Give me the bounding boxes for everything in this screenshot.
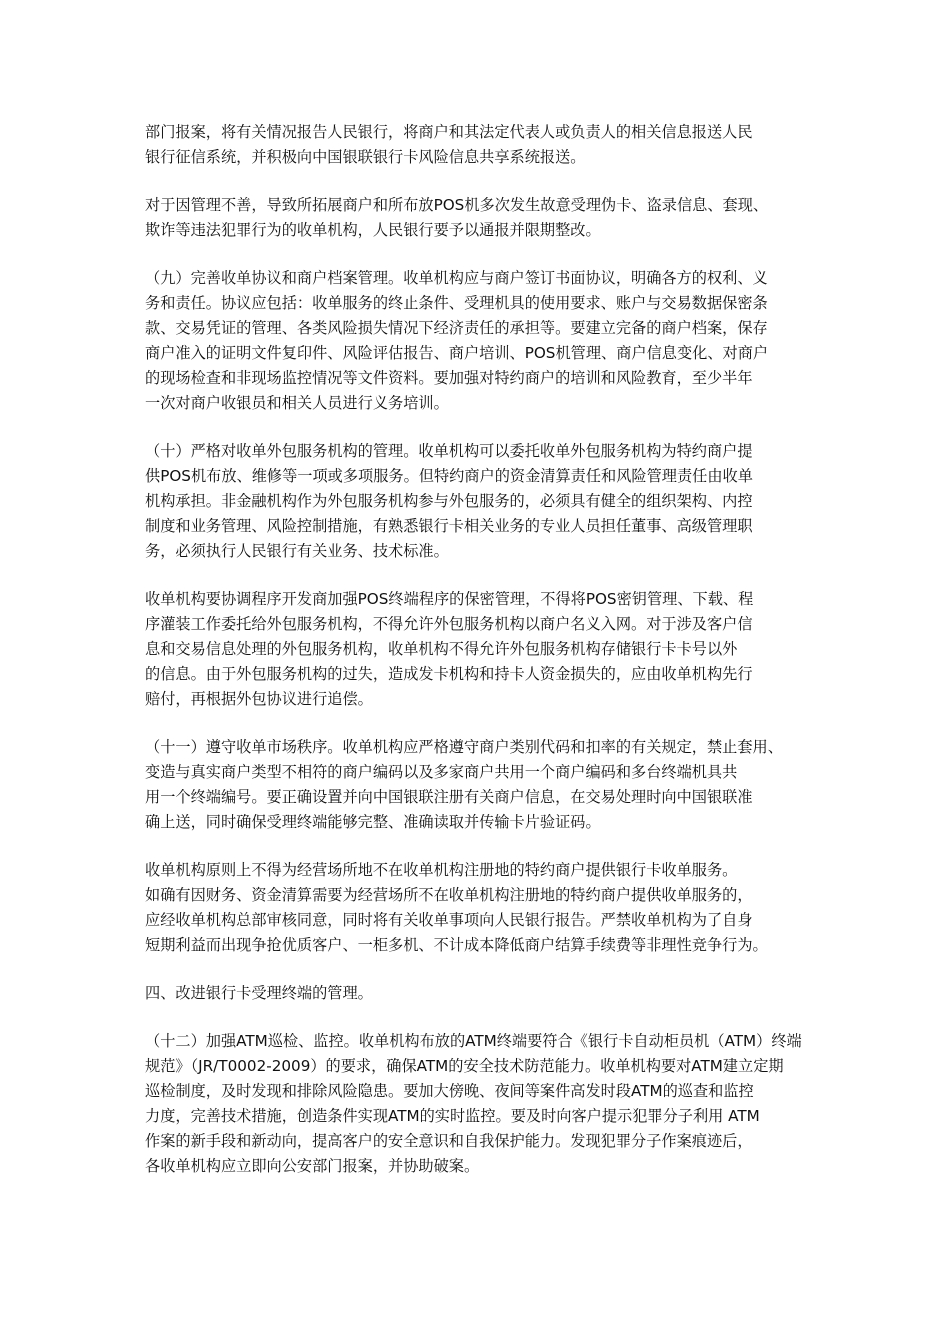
text-line: 应经收单机构总部审核同意，同时将有关收单事项向人民银行报告。严禁收单机构为了自身 <box>145 911 753 929</box>
paragraph <box>145 858 825 958</box>
text-line: 一次对商户收银员和相关人员进行义务培训。 <box>145 394 449 412</box>
text-line: 款、交易凭证的管理、各类风险损失情况下经济责任的承担等。要建立完备的商户档案，保存 <box>145 319 768 337</box>
text-line: 制度和业务管理、风险控制措施，有熟悉银行卡相关业务的专业人员担任董事、高级管理职 <box>145 517 753 535</box>
text-line: 务和责任。协议应包括：收单服务的终止条件、受理机具的使用要求、账户与交易数据保密条 <box>145 294 768 312</box>
paragraph <box>145 587 825 712</box>
text-line: 赔付，再根据外包协议进行追偿。 <box>145 690 373 708</box>
text-line: 用一个终端编号。要正确设置并向中国银联注册有关商户信息，在交易处理时向中国银联准 <box>145 788 753 806</box>
document-body <box>145 120 825 1202</box>
text-line: 欺诈等违法犯罪行为的收单机构，人民银行要予以通报并限期整改。 <box>145 221 601 239</box>
text-line: 部门报案，将有关情况报告人民银行，将商户和其法定代表人或负责人的相关信息报送人民 <box>145 123 753 141</box>
text-line: （九）完善收单协议和商户档案管理。收单机构应与商户签订书面协议，明确各方的权利、义 <box>145 269 768 287</box>
text-line: 对于因管理不善，导致所拓展商户和所布放POS机多次发生故意受理伪卡、盗录信息、套现、 <box>145 196 769 214</box>
text-line: 四、改进银行卡受理终端的管理。 <box>145 984 373 1002</box>
paragraph <box>145 981 825 1006</box>
text-line: 力度，完善技术措施，创造条件实现ATM的实时监控。要及时向客户提示犯罪分子利用 ATM <box>145 1107 760 1125</box>
text-line: 巡检制度，及时发现和排除风险隐患。要加大傍晚、夜间等案件高发时段ATM的巡查和监控 <box>145 1082 754 1100</box>
text-line: （十）严格对收单外包服务机构的管理。收单机构可以委托收单外包服务机构为特约商户提 <box>145 442 753 460</box>
paragraph <box>145 193 825 243</box>
text-line: 序灌装工作委托给外包服务机构，不得允许外包服务机构以商户名义入网。对于涉及客户信 <box>145 615 753 633</box>
text-line: （十一）遵守收单市场秩序。收单机构应严格遵守商户类别代码和扣率的有关规定，禁止套用、 <box>145 738 783 756</box>
text-line: 的信息。由于外包服务机构的过失，造成发卡机构和持卡人资金损失的，应由收单机构先行 <box>145 665 753 683</box>
text-line: 如确有因财务、资金清算需要为经营场所不在收单机构注册地的特约商户提供收单服务的， <box>145 886 753 904</box>
text-line: 确上送，同时确保受理终端能够完整、准确读取并传输卡片验证码。 <box>145 813 601 831</box>
text-line: 各收单机构应立即向公安部门报案，并协助破案。 <box>145 1157 480 1175</box>
text-line: （十二）加强ATM巡检、监控。收单机构布放的ATM终端要符合《银行卡自动柜员机（ATM）终端 <box>145 1032 802 1050</box>
paragraph <box>145 735 825 835</box>
text-line: 作案的新手段和新动向，提高客户的安全意识和自我保护能力。发现犯罪分子作案痕迹后， <box>145 1132 753 1150</box>
text-line: 规范》（JR/T0002-2009）的要求，确保ATM的安全技术防范能力。收单机构要对ATM建立定期 <box>145 1057 784 1075</box>
text-line: 收单机构原则上不得为经营场所地不在收单机构注册地的特约商户提供银行卡收单服务。 <box>145 861 738 879</box>
paragraph <box>145 1029 825 1179</box>
paragraph <box>145 120 825 170</box>
text-line: 供POS机布放、维修等一项或多项服务。但特约商户的资金清算责任和风险管理责任由收单 <box>145 467 753 485</box>
text-line: 收单机构要协调程序开发商加强POS终端程序的保密管理，不得将POS密钥管理、下载、程 <box>145 590 754 608</box>
text-line: 的现场检查和非现场监控情况等文件资料。要加强对特约商户的培训和风险教育，至少半年 <box>145 369 753 387</box>
text-line: 商户准入的证明文件复印件、风险评估报告、商户培训、POS机管理、商户信息变化、对商户 <box>145 344 769 362</box>
text-line: 银行征信系统，并积极向中国银联银行卡风险信息共享系统报送。 <box>145 148 586 166</box>
paragraph <box>145 439 825 564</box>
text-line: 息和交易信息处理的外包服务机构，收单机构不得允许外包服务机构存储银行卡卡号以外 <box>145 640 738 658</box>
text-line: 短期利益而出现争抢优质客户、一柜多机、不计成本降低商户结算手续费等非理性竞争行为。 <box>145 936 768 954</box>
text-line: 机构承担。非金融机构作为外包服务机构参与外包服务的，必须具有健全的组织架构、内控 <box>145 492 753 510</box>
text-line: 变造与真实商户类型不相符的商户编码以及多家商户共用一个商户编码和多台终端机具共 <box>145 763 738 781</box>
paragraph <box>145 266 825 416</box>
text-line: 务，必须执行人民银行有关业务、技术标准。 <box>145 542 449 560</box>
